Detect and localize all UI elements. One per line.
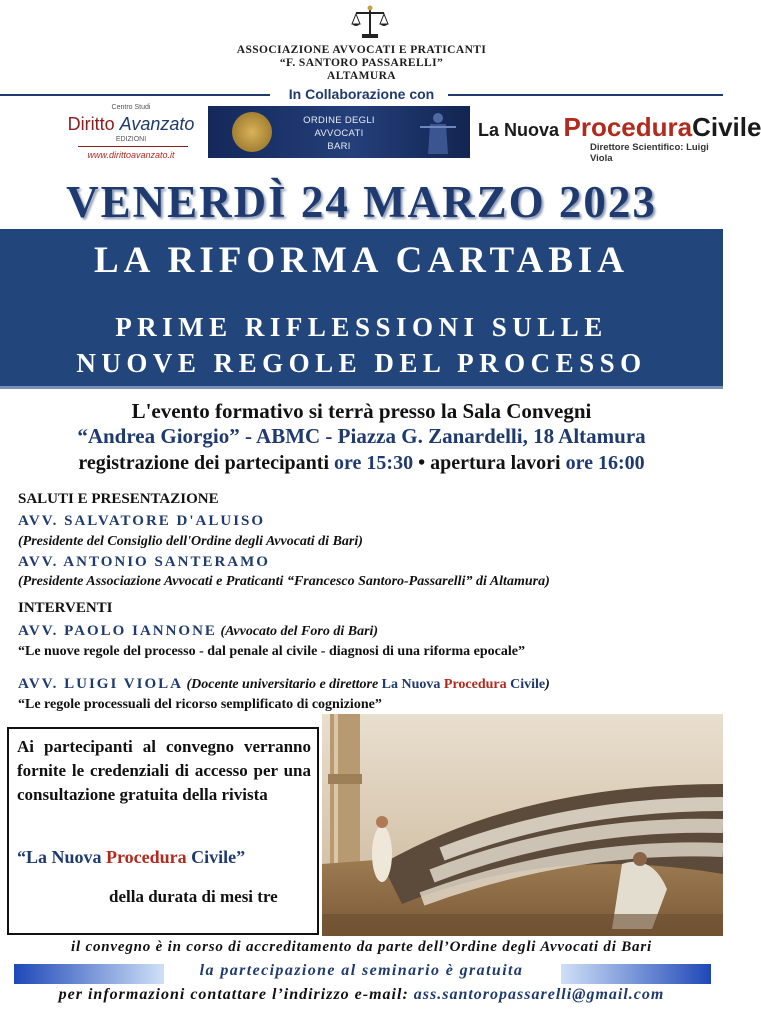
event-title: LA RIFORMA CARTABIA bbox=[94, 240, 629, 281]
schedule bbox=[0, 452, 723, 475]
opening-label: • apertura lavori bbox=[413, 452, 566, 474]
credentials-text: Ai partecipanti al convegno verranno fornite le credenziali di accesso per una consultazione gratuita della rivista bbox=[17, 737, 311, 804]
journal-procedura: Procedura bbox=[106, 847, 187, 867]
diritto-url: www.dirittoavanzato.it bbox=[87, 150, 175, 160]
lnpc-civile: Civile bbox=[692, 112, 761, 142]
diritto-avanzato-logo bbox=[56, 98, 206, 164]
cicero-senate-painting bbox=[322, 714, 723, 936]
lnpc-la-nuova: La Nuova bbox=[478, 120, 560, 140]
contact-line bbox=[0, 986, 723, 1004]
association-city: ALTAMURA bbox=[326, 70, 396, 82]
role-viola-civile: Civile bbox=[506, 677, 546, 692]
speaker-daluiso: AVV. SALVATORE D'ALUISO bbox=[18, 513, 266, 529]
logo-underline bbox=[78, 146, 188, 147]
ordine-line1: ORDINE DEGLI AVVOCATI bbox=[303, 115, 375, 139]
journal-name bbox=[17, 847, 245, 868]
association-name: ASSOCIAZIONE AVVOCATI E PRATICANTI bbox=[236, 44, 487, 56]
talk-iannone: “Le nuove regole del processo - dal penale al civile - diagnosi di una riforma epocale” bbox=[18, 644, 525, 659]
registration-time: ore 15:30 bbox=[334, 452, 414, 474]
speaker-viola-line bbox=[18, 676, 550, 693]
event-date: VENERDÌ 24 MARZO 2023 bbox=[66, 177, 657, 227]
journal-la-nuova: “La Nuova bbox=[17, 847, 107, 867]
diritto-avanzato-title bbox=[56, 114, 206, 135]
ordine-line2: BARI bbox=[327, 141, 351, 152]
la-nuova-procedura-civile-logo bbox=[478, 110, 761, 164]
event-subtitle bbox=[0, 309, 723, 381]
title-banner bbox=[0, 229, 723, 389]
subtitle-line2: NUOVE REGOLE DEL PROCESSO bbox=[76, 348, 647, 378]
association-subtitle: “F. SANTORO PASSARELLI” bbox=[279, 57, 444, 69]
lnpc-wordmark bbox=[478, 112, 761, 143]
seal-emblem-icon bbox=[232, 112, 272, 152]
lnpc-procedura: Procedura bbox=[563, 112, 693, 142]
role-viola-close: ) bbox=[545, 677, 550, 692]
credentials-info-box bbox=[7, 727, 319, 935]
opening-time: ore 16:00 bbox=[565, 452, 645, 474]
free-participation-note: la partecipazione al seminario è gratuita bbox=[199, 962, 524, 979]
justice-statue-icon bbox=[414, 110, 462, 156]
greetings-heading: SALUTI E PRESENTAZIONE bbox=[18, 491, 219, 507]
role-iannone: (Avvocato del Foro di Bari) bbox=[216, 624, 379, 639]
contact-label: per informazioni contattare l’indirizzo e-mail: bbox=[58, 986, 414, 1003]
speaker-iannone: AVV. PAOLO IANNONE bbox=[18, 623, 217, 639]
venue-address: “Andrea Giorgio” - ABMC - Piazza G. Zanardelli, 18 Altamura bbox=[77, 424, 646, 448]
ordine-avvocati-text bbox=[284, 114, 394, 153]
diritto-word: Diritto bbox=[67, 114, 115, 134]
speaker-santeramo: AVV. ANTONIO SANTERAMO bbox=[18, 554, 270, 570]
journal-civile: Civile” bbox=[186, 847, 246, 867]
ordine-avvocati-bari-logo bbox=[208, 106, 470, 158]
role-daluiso: (Presidente del Consiglio dell'Ordine degli Avvocati di Bari) bbox=[18, 534, 363, 549]
lnpc-director: Direttore Scientifico: Luigi Viola bbox=[590, 142, 709, 164]
registration-label: registrazione dei partecipanti bbox=[78, 452, 335, 474]
collaboration-label: In Collaborazione con bbox=[288, 86, 435, 102]
role-viola-procedura: Procedura bbox=[443, 677, 507, 692]
edizioni-label: EDIZIONI bbox=[115, 136, 147, 143]
speaker-iannone-line bbox=[18, 623, 378, 640]
avanzato-word: Avanzato bbox=[119, 114, 195, 134]
venue-intro: L'evento formativo si terrà presso la Sala Convegni bbox=[131, 399, 592, 423]
role-viola: (Docente universitario e direttore bbox=[182, 677, 382, 692]
talk-viola: “Le regole processuali del ricorso semplificato di cognizione” bbox=[18, 697, 382, 712]
subtitle-line1: PRIME RIFLESSIONI SULLE bbox=[115, 312, 608, 342]
duration-text: della durata di mesi tre bbox=[109, 887, 278, 906]
centro-studi-label: Centro Studi bbox=[111, 104, 151, 111]
role-viola-la-nuova: La Nuova bbox=[381, 677, 444, 692]
interventions-heading: INTERVENTI bbox=[18, 600, 113, 616]
accreditation-note: il convegno è in corso di accreditamento da parte dell’Ordine degli Avvocati di Bari bbox=[71, 939, 652, 955]
role-santeramo: (Presidente Associazione Avvocati e Praticanti “Francesco Santoro-Passarelli” di Altamura) bbox=[18, 574, 550, 589]
scales-of-justice-icon bbox=[352, 4, 388, 42]
contact-email-link[interactable]: ass.santoropassarelli@gmail.com bbox=[413, 986, 665, 1003]
speaker-viola: AVV. LUIGI VIOLA bbox=[18, 676, 183, 692]
